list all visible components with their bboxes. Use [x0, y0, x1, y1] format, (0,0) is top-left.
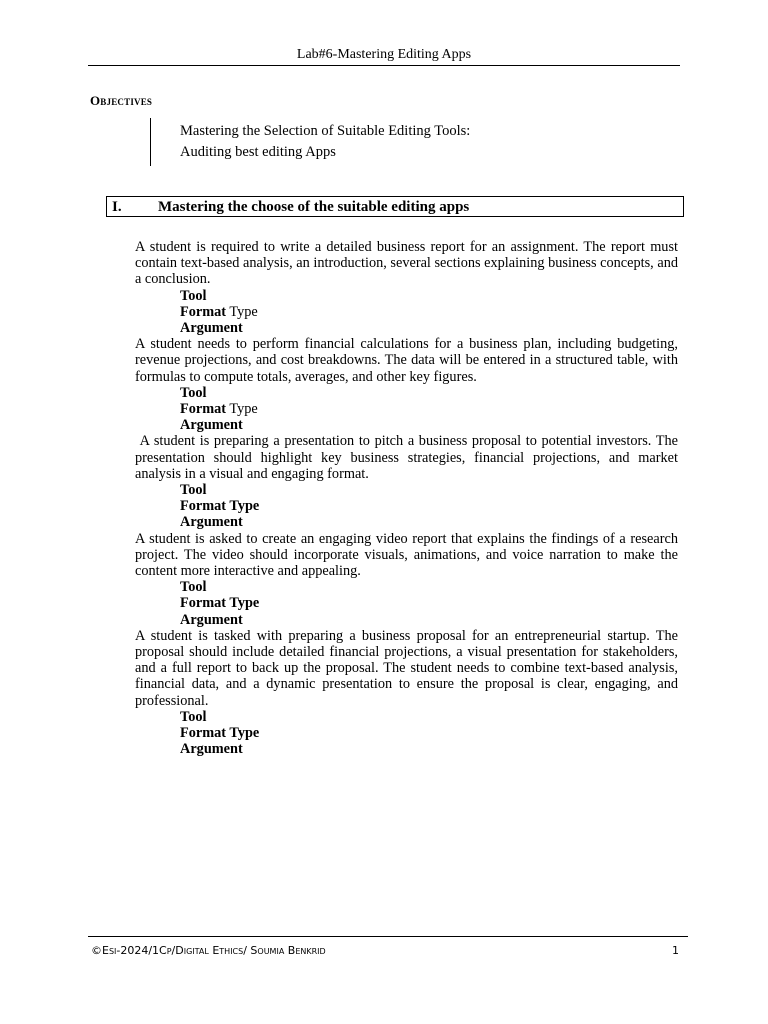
argument-field-label: Argument — [180, 320, 243, 337]
format-label-bold: Format Type — [180, 725, 260, 742]
argument-field-label: Argument — [180, 514, 243, 531]
objective-item: Auditing best editing Apps — [180, 144, 336, 160]
argument-field-label: Argument — [180, 417, 243, 434]
objectives-vertical-bar — [150, 118, 151, 166]
exercise-item — [135, 239, 678, 336]
format-label-bold: Format Type — [180, 595, 260, 612]
argument-field-label: Argument — [180, 741, 243, 758]
format-label-rest: Type — [226, 401, 258, 418]
exercise-item — [135, 628, 678, 758]
exercise-item — [135, 336, 678, 433]
header-divider — [88, 65, 680, 66]
format-label-bold: Format — [180, 401, 227, 418]
exercise-scenario: A student is asked to create an engaging video report that explains the findings of a research project. The video should incorporate visuals, animations, and voice narration to make the content more interactive and appealing. — [135, 530, 678, 580]
format-type-field-label — [180, 595, 678, 611]
tool-field-label: Tool — [180, 287, 207, 304]
tool-field-label: Tool — [180, 482, 207, 499]
format-type-field-label — [180, 304, 678, 320]
format-type-field-label — [180, 401, 678, 417]
exercise-scenario: A student is preparing a presentation to pitch a business proposal to potential investors. The presentation should highlight key business strategies, financial projections, and market analysis in a visual and engaging format. — [135, 433, 682, 482]
format-type-field-label — [180, 498, 678, 514]
footer-copyright: ©Esi-2024/1Cp/Digital Ethics/ Soumia Benkrid — [91, 944, 326, 957]
tool-field-label: Tool — [180, 384, 207, 401]
objectives-heading: Objectives — [90, 93, 153, 108]
format-label-bold: Format — [180, 303, 227, 320]
objective-item: Mastering the Selection of Suitable Editing Tools: — [180, 123, 471, 139]
argument-field-label: Argument — [180, 611, 243, 628]
exercise-item — [135, 433, 682, 531]
format-label-rest: Type — [226, 303, 258, 320]
page-header-title: Lab#6-Mastering Editing Apps — [296, 47, 472, 62]
format-type-field-label — [180, 725, 678, 741]
page-number: 1 — [672, 944, 679, 957]
format-label-bold: Format Type — [180, 498, 260, 515]
tool-field-label: Tool — [180, 708, 207, 725]
footer-divider — [88, 936, 688, 937]
section-heading-box — [106, 196, 684, 217]
tool-field-label: Tool — [180, 579, 207, 596]
exercise-scenario: A student is required to write a detailed business report for an assignment. The report must contain text-based analysis, an introduction, several sections explaining business concepts, and a conclusion. — [135, 239, 678, 288]
exercise-list — [135, 239, 682, 758]
section-number: I. — [112, 199, 122, 215]
section-title: Mastering the choose of the suitable editing apps — [158, 199, 470, 215]
exercise-scenario: A student needs to perform financial calculations for a business plan, including budgeting, revenue projections, and cost breakdowns. The data will be entered in a structured table, with formulas to compute totals, averages, and other key figures. — [135, 336, 678, 385]
exercise-scenario: A student is tasked with preparing a business proposal for an entrepreneurial startup. The proposal should include detailed financial projections, a visual presentation for stakeholders, and a full report to back up the proposal. The student needs to combine text-based analysis, financial data, and a dynamic presentation to ensure the proposal is clear, engaging, and professional. — [135, 627, 678, 709]
objectives-list — [180, 121, 470, 163]
exercise-item — [135, 531, 678, 628]
